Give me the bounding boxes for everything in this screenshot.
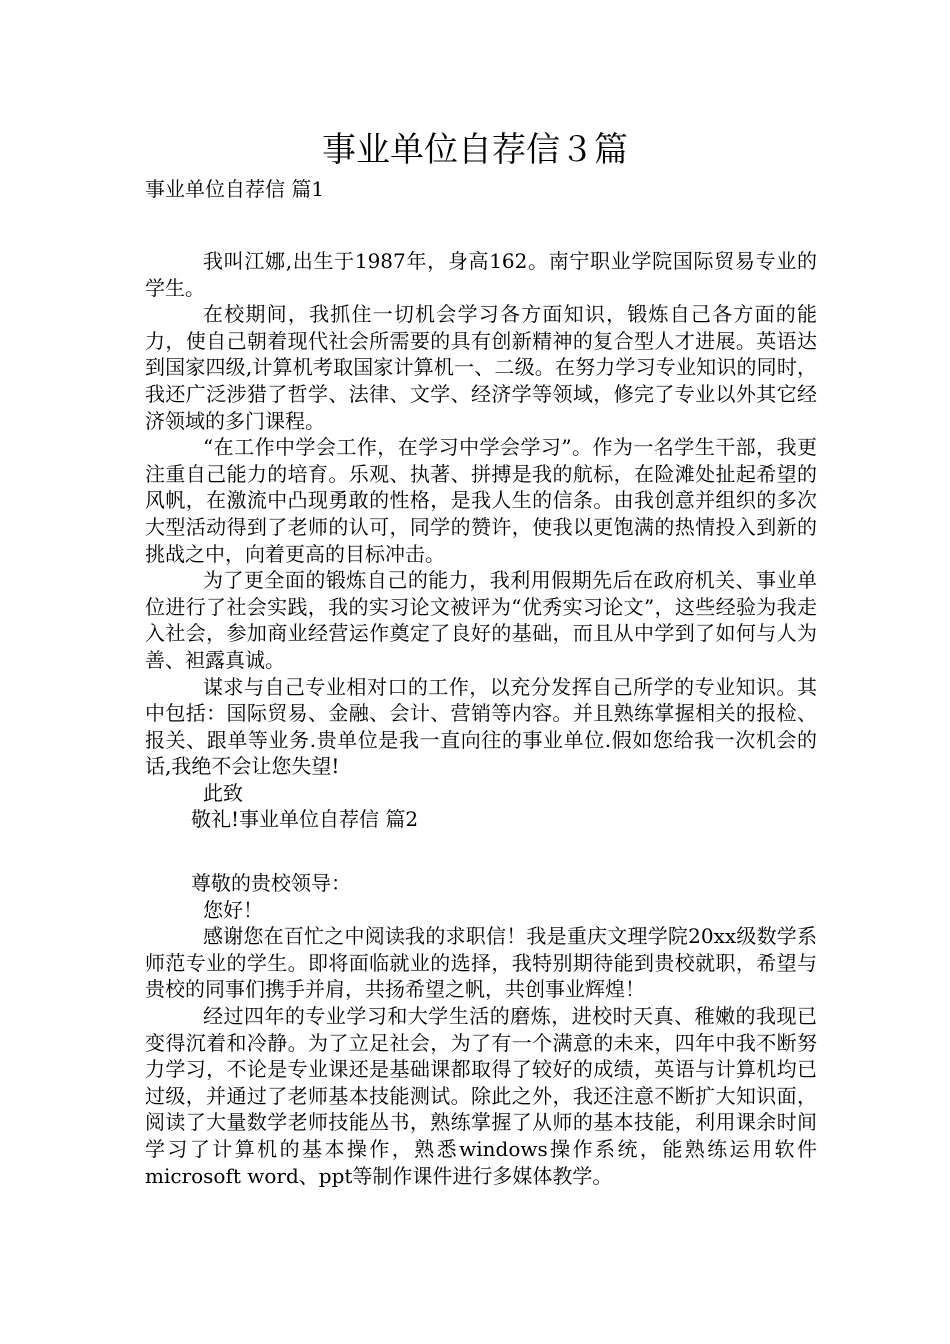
letter-1-paragraph-5: 谋求与自己专业相对口的工作，以充分发挥自己所学的专业知识。其中包括：国际贸易、金融、会计、营销等内容。并且熟练掌握相关的报检、报关、跟单等业务.贵单位是我一直向往的事业单位.假如您给我一次机会的话,我绝不会让您失望! (145, 674, 817, 779)
letter-1-paragraph-4: 为了更全面的锻炼自己的能力，我利用假期先后在政府机关、事业单位进行了社会实践，我的实习论文被评为“优秀实习论文”，这些经验为我走入社会，参加商业经营运作奠定了良好的基础，而且从中学到了如何与人为善、袒露真诚。 (145, 568, 817, 672)
letter-2-greeting: 您好！ (203, 897, 263, 922)
letter-2-paragraph-2: 经过四年的专业学习和大学生活的磨炼，进校时天真、稚嫩的我现已变得沉着和冷静。为了立足社会，为了有一个满意的未来，四年中我不断努力学习，不论是专业课还是基础课都取得了较好的成绩，英语与计算机均已过级，并通过了老师基本技能测试。除此之外，我还注意不断扩大知识面，阅读了大量数学老师技能丛书，熟练掌握了从师的基本技能，利用课余时间学习了计算机的基本操作，熟悉windows操作系统，能熟练运用软件microsoft word、ppt等制作课件进行多媒体教学。 (145, 1003, 817, 1188)
letter-2-paragraph-1: 感谢您在百忙之中阅读我的求职信！我是重庆文理学院20xx级数学系师范专业的学生。即将面临就业的选择，我特别期待能到贵校就职，希望与贵校的同事们携手并肩，共扬希望之帆，共创事业辉煌！ (145, 924, 817, 1002)
letter-1-body (145, 248, 817, 833)
letter-1-paragraph-1: 我叫江娜,出生于1987年，身高162。南宁职业学院国际贸易专业的学生。 (145, 249, 817, 300)
letter-2-salutation: 尊敬的贵校领导： (191, 871, 351, 895)
letter-1-paragraph-3: “在工作中学会工作，在学习中学会学习”。作为一名学生干部，我更注重自己能力的培育。乐观、执著、拼搏是我的航标，在险滩处扯起希望的风帆，在激流中凸现勇敢的性格，是我人生的信条。由我创意并组织的多次大型活动得到了老师的认可，同学的赞许，使我以更饱满的热情投入到新的挑战之中，向着更高的目标冲击。 (145, 435, 817, 566)
letter-1-closing: 此致 (203, 780, 243, 805)
letter-1-salute-and-letter-2-heading: 敬礼!事业单位自荐信 篇2 (191, 807, 419, 832)
letter-1-paragraph-2: 在校期间，我抓住一切机会学习各方面知识，锻炼自己各方面的能力，使自己朝着现代社会所需要的具有创新精神的复合型人才进展。英语达到国家四级,计算机考取国家计算机一、二级。在努力学习专业知识的同时，我还广泛涉猎了哲学、法律、文学、经济学等领域，修完了专业以外其它经济领域的多门课程。 (145, 302, 817, 433)
letter-1-heading: 事业单位自荐信 篇1 (145, 177, 325, 201)
letter-2-body (145, 870, 817, 1189)
document-title: 事业单位自荐信３篇 (322, 130, 628, 170)
